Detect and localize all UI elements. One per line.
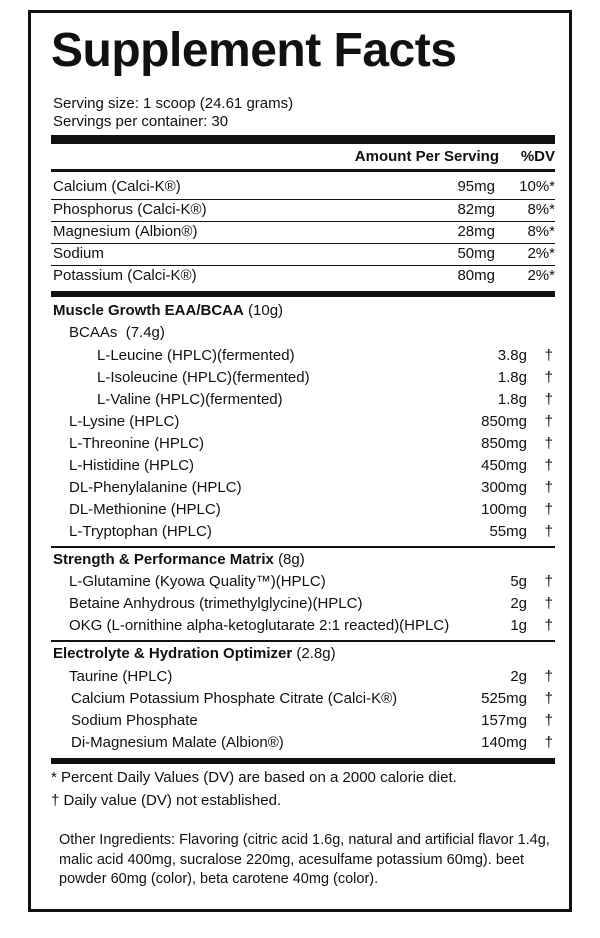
percent-dv-footnote: * Percent Daily Values (DV) are based on a 2000 calorie diet. [51, 769, 457, 786]
ingredient-name: L-Isoleucine (HPLC)(fermented) [97, 369, 310, 386]
dagger-mark: † [544, 457, 553, 474]
dagger-mark: † [544, 573, 553, 590]
nutrient-name: Magnesium (Albion®) [53, 223, 198, 240]
bcaa-label: BCAAs [69, 324, 118, 341]
table-row [51, 345, 555, 367]
table-row [51, 265, 555, 287]
section-amount: (2.8g) [296, 645, 336, 662]
nutrient-amount: 80mg [457, 267, 495, 284]
table-row [51, 499, 555, 521]
ingredient-name: DL-Phenylalanine (HPLC) [69, 479, 242, 496]
supplement-facts-panel [28, 10, 572, 912]
nutrient-dv: 8%* [527, 223, 555, 240]
ingredient-amount: 850mg [481, 413, 527, 430]
table-row [51, 666, 555, 688]
ingredient-name: L-Threonine (HPLC) [69, 435, 205, 452]
nutrient-name: Calcium (Calci-K®) [53, 178, 181, 195]
dagger-mark: † [544, 479, 553, 496]
dv-not-established-footnote: † Daily value (DV) not established. [51, 792, 282, 809]
nutrient-amount: 95mg [457, 178, 495, 195]
section-title-electrolyte [53, 644, 336, 664]
bcaa-amount: (7.4g) [125, 324, 165, 341]
ingredient-name: L-Histidine (HPLC) [69, 457, 195, 474]
table-row [51, 389, 555, 411]
nutrient-dv: 2%* [527, 267, 555, 284]
other-ingredients: Other Ingredients: Flavoring (citric acid 1.6g, natural and artificial flavor 1.4g, malic acid 400mg, sucralose 220mg, acesulfame potassium 60mg). beet powder 60mg (color), beta carotene 40mg (color). [59, 832, 550, 887]
ingredient-amount: 157mg [481, 712, 527, 729]
ingredient-name: Calcium Potassium Phosphate Citrate (Calci-K®) [71, 690, 398, 707]
section-divider [51, 640, 555, 642]
ingredient-name: DL-Methionine (HPLC) [69, 501, 221, 518]
nutrient-dv: 10%* [519, 178, 555, 195]
table-row [51, 455, 555, 477]
ingredient-name: Taurine (HPLC) [69, 668, 173, 685]
thick-divider [51, 135, 555, 144]
section-amount: (10g) [248, 302, 284, 319]
thick-divider [51, 291, 555, 297]
dagger-mark: † [544, 668, 553, 685]
table-row [51, 367, 555, 389]
table-row [51, 688, 555, 710]
dagger-mark: † [544, 523, 553, 540]
table-row [51, 176, 555, 198]
ingredient-amount: 2g [510, 595, 527, 612]
section-name: Muscle Growth EAA/BCAA [53, 302, 244, 319]
dagger-mark: † [544, 595, 553, 612]
header-divider [51, 169, 555, 172]
ingredient-name: Betaine Anhydrous (trimethylglycine)(HPLC) [69, 595, 363, 612]
ingredient-amount: 3.8g [497, 347, 527, 364]
ingredient-amount: 850mg [481, 435, 527, 452]
panel-title: Supplement Facts [51, 24, 457, 77]
nutrient-amount: 50mg [457, 245, 495, 262]
table-row [51, 593, 555, 615]
ingredient-amount: 5g [510, 573, 527, 590]
dagger-mark: † [544, 391, 553, 408]
amount-per-serving-header: Amount Per Serving [354, 148, 499, 165]
ingredient-name: Di-Magnesium Malate (Albion®) [71, 734, 284, 751]
ingredient-amount: 140mg [481, 734, 527, 751]
nutrient-amount: 82mg [457, 201, 495, 218]
serving-size: Serving size: 1 scoop (24.61 grams) [53, 95, 294, 112]
nutrient-name: Phosphorus (Calci-K®) [53, 201, 207, 218]
nutrient-dv: 2%* [527, 245, 555, 262]
ingredient-name: L-Lysine (HPLC) [69, 413, 180, 430]
ingredient-amount: 300mg [481, 479, 527, 496]
ingredient-amount: 2g [510, 668, 527, 685]
nutrient-dv: 8%* [527, 201, 555, 218]
ingredient-name: L-Tryptophan (HPLC) [69, 523, 212, 540]
ingredient-name: OKG (L-ornithine alpha-ketoglutarate 2:1 reacted)(HPLC) [69, 617, 450, 634]
ingredient-name: L-Leucine (HPLC)(fermented) [97, 347, 295, 364]
servings-per-container: Servings per container: 30 [53, 113, 229, 130]
table-row [51, 521, 555, 543]
table-row [51, 615, 555, 637]
nutrient-amount: 28mg [457, 223, 495, 240]
bcaa-subtitle [69, 323, 165, 343]
table-row [51, 411, 555, 433]
ingredient-amount: 1.8g [497, 391, 527, 408]
section-title-eaa [53, 301, 283, 321]
thick-divider [51, 758, 555, 764]
section-name: Strength & Performance Matrix [53, 551, 274, 568]
table-row [51, 732, 555, 754]
ingredient-amount: 100mg [481, 501, 527, 518]
table-row [51, 710, 555, 732]
section-divider [51, 546, 555, 548]
section-title-strength [53, 550, 305, 570]
ingredient-name: Sodium Phosphate [71, 712, 198, 729]
table-row [51, 433, 555, 455]
dagger-mark: † [544, 347, 553, 364]
dagger-mark: † [544, 435, 553, 452]
nutrient-name: Sodium [53, 245, 104, 262]
section-name: Electrolyte & Hydration Optimizer [53, 645, 293, 662]
dagger-mark: † [544, 501, 553, 518]
ingredient-amount: 1g [510, 617, 527, 634]
section-amount: (8g) [278, 551, 305, 568]
table-row [51, 243, 555, 265]
dagger-mark: † [544, 369, 553, 386]
ingredient-amount: 1.8g [497, 369, 527, 386]
ingredient-name: L-Glutamine (Kyowa Quality™)(HPLC) [69, 573, 326, 590]
dagger-mark: † [544, 617, 553, 634]
dagger-mark: † [544, 413, 553, 430]
dagger-mark: † [544, 712, 553, 729]
dagger-mark: † [544, 734, 553, 751]
ingredient-amount: 525mg [481, 690, 527, 707]
dagger-mark: † [544, 690, 553, 707]
table-row [51, 221, 555, 243]
table-row [51, 199, 555, 221]
ingredient-name: L-Valine (HPLC)(fermented) [97, 391, 283, 408]
table-row [51, 477, 555, 499]
ingredient-amount: 450mg [481, 457, 527, 474]
ingredient-amount: 55mg [489, 523, 527, 540]
table-row [51, 571, 555, 593]
nutrient-name: Potassium (Calci-K®) [53, 267, 197, 284]
dv-header: %DV [520, 148, 555, 165]
